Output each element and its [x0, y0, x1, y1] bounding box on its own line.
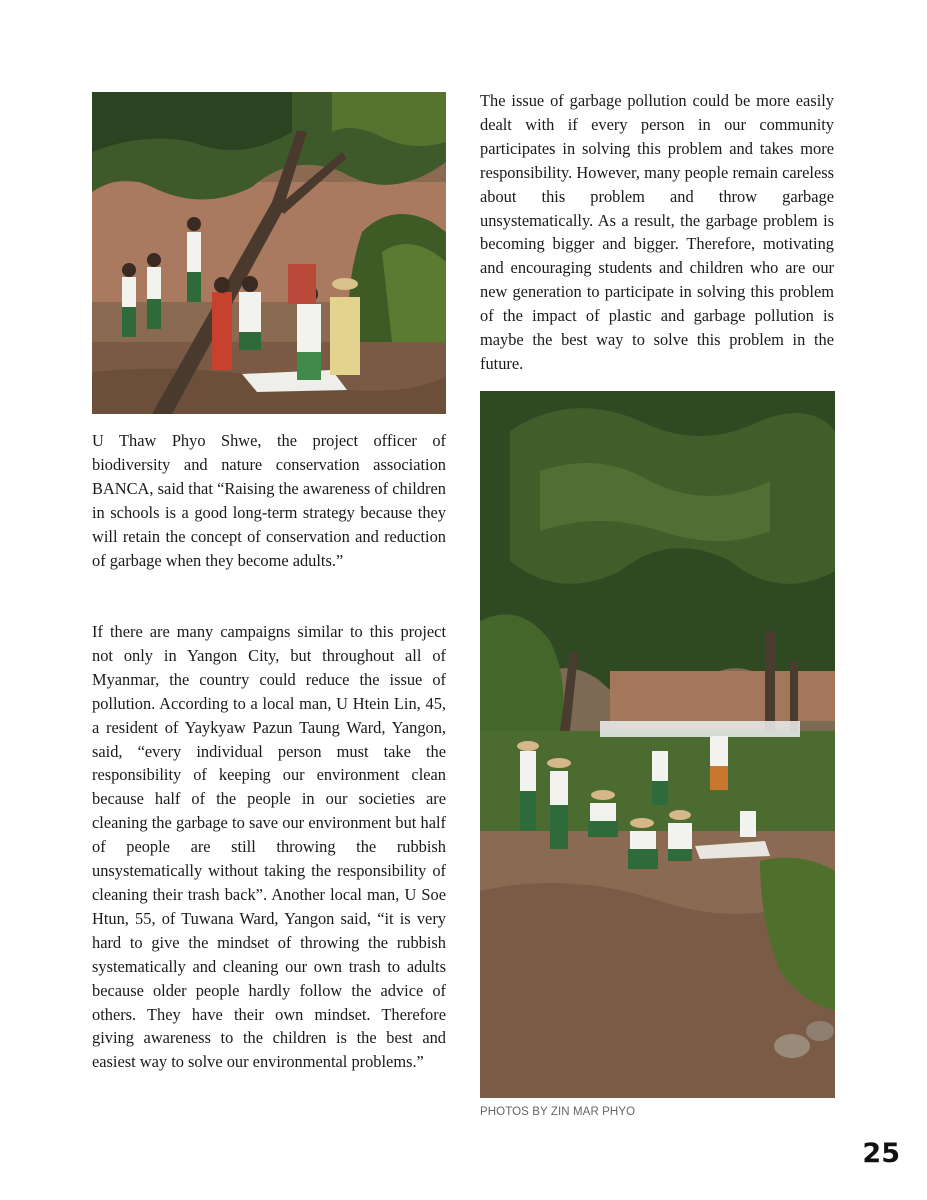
article-paragraph-banca-quote: U Thaw Phyo Shwe, the project officer of biodiversity and nature conservation association BANCA, said that “Raising the awareness of children in schools is a good long-term strategy because they will retain the concept of conservation and reduction of garbage when they become adults.” — [92, 431, 446, 570]
photo-illustration — [92, 92, 446, 414]
article-paragraph-garbage-issue: The issue of garbage pollution could be more easily dealt with if every person in our community participates in solving this problem and takes more responsibility. However, many people remain careless about this problem and throw garbage unsystematically. As a result, the garbage problem is becoming bigger and bigger. Therefore, motivating and encouraging students and children who are our new generation to participate in solving this problem of the impact of plastic and garbage pollution is maybe the best way to solve this problem in the future. — [480, 91, 834, 373]
photo-credit: PHOTOS BY ZIN MAR PHYO — [480, 1106, 636, 1118]
article-paragraph-local-residents: If there are many campaigns similar to this project not only in Yangon City, but throughout all of Myanmar, the country could reduce the issue of pollution. According to a local man, U Htein Lin, 45, a resident of Yaykyaw Pazun Taung Ward, Yangon, said, “every individual person must take the responsibility of keeping our environment clean because half of the people in our societies are cleaning the garbage to save our environment but half of people are still throwing the rubbish unsystematically without taking the responsibility of cleaning their trash back”. Another local man, U Soe Htun, 55, of Tuwana Ward, Yangon said, “it is very hard to give the mindset of throwing the rubbish systematically and cleaning our own trash to adults because older people hardly follow the advice of others. They have their own mindset. Therefore giving awareness to the children is the best and easiest way to solve our environmental problems.” — [92, 622, 446, 1072]
photo-students-under-trees — [480, 391, 835, 1098]
photo-illustration — [480, 391, 835, 1098]
page-number: 25 — [862, 1138, 900, 1169]
photo-students-cleaning-field — [92, 92, 446, 414]
